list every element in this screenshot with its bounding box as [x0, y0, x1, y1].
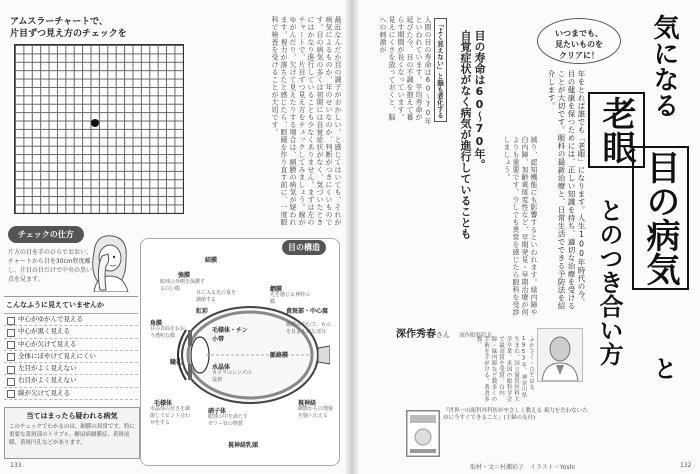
checklist-item[interactable]: 線が欠けて見える [4, 388, 138, 400]
left-body-text: 最近なんだか目の調子がおかしい、と感じてはいても、それが病気によるものか、年のせいなのか、判断がつきにくいものです。目の病気の多くは初期には自覚症状がなく、気づいたときにはかなり進行していることも少なくありません。まずは左のチャートで、片目ずつ見え方をチェックしてみましょう。線がゆがんだり、欠けて見えたりする場合は、網膜の病気が疑われます。視力が落ちたと感じたら、眼鏡を作り直す前に、一度眼科で検査を受けることが大切です。 [271, 16, 342, 226]
note-iris: 目に入る光の量を調節する [196, 290, 237, 303]
amsler-center-dot [91, 119, 99, 127]
label-conjunctiva: 結膜 [205, 257, 218, 264]
label-choroid: 脈絡膜 [270, 352, 289, 359]
note-sclera: 眼球の外側を保護する白い膜 [160, 279, 206, 292]
right-body-text: 人間の目の寿命は60〜70年といわれています。平均寿命が延びた今、目の不調を抱えて暮らす期間が長くなっています。見えにくさを放っておくと、脳への刺激が [379, 16, 432, 125]
speech-bubble: いつまでも、 見たいものを クリアに！ [537, 18, 621, 64]
doctor-photo [537, 328, 583, 382]
label-cornea: 角膜 [150, 320, 163, 327]
label-vitreous: 硝子体 [208, 408, 227, 415]
label-lens: 水晶体 [212, 364, 231, 371]
label-ciliary: 毛様体 [154, 400, 173, 407]
amsler-grid [14, 44, 184, 214]
check-method-heading: チェックの仕方 [8, 226, 84, 243]
lead-heading: 目の寿命は60〜70年。 [473, 30, 486, 170]
label-retina: 網膜 [270, 286, 283, 293]
credits: 取材・文＝村瀬彩子 イラスト＝Yoshi [470, 464, 575, 471]
left-page-number: 133 [10, 462, 22, 469]
title-part-1: 気になる [649, 14, 679, 118]
expert-bio: ふかさく・ひではる 1953年、神奈川県生まれ。国立滋賀医科大学卒業。米国の眼科学会で最高賞を受賞。白内障・緑内障など数多くの手術を手がける。著書多数。 [475, 336, 534, 402]
note-vitreous: 眼球の中を満たすゼリー状の物質 [208, 414, 249, 427]
symptom-checklist [4, 296, 138, 400]
eye-structure-title: 目の構造 [282, 240, 326, 255]
amsler-title: アムスラーチャートで、 片目ずつ見え方のチェックを [10, 17, 127, 39]
title-part-4: 目の病気 [632, 146, 689, 290]
note-cornea: 目の表面をおおう透明な膜 [150, 326, 186, 339]
checklist-item[interactable]: 右目がよく見えない [4, 375, 138, 387]
label-iris: 虹彩 [196, 308, 209, 315]
right-body-text-lower: 減り、認知機能にも影響するといわれます。緑内障や白内障、加齢黄斑変性など、早期発見・早期治療が何よりも重要です。少しでも異常を感じたら眼科を受診しましょう。 [503, 136, 538, 316]
label-zonule: 毛様体・チン小帯 [212, 327, 248, 343]
lead-subheading: 自覚症状がなく病気が進行していることも [459, 30, 472, 239]
label-pupil: 瞳孔 [170, 359, 183, 366]
label-optic-disc: 視神経乳頭 [228, 442, 259, 449]
woman-covering-eye-illustration [76, 232, 140, 292]
title-part-2: 老眼 [588, 92, 645, 168]
disease-text: このチェックでわかるのは、網膜の異常です。特に重要な黄斑部のトラブル。糖尿病網膜症、黄斑前膜、黄斑円孔などがあります。 [9, 424, 135, 446]
brain-aging-caption: 「よく見えない」と脳も老化する [434, 18, 447, 122]
suspected-disease-box [4, 407, 140, 459]
title-part-5: と [649, 356, 677, 380]
note-ciliary: 水晶体の厚さを調節してピント合わせをする [150, 406, 191, 426]
intro-text: 年をとれば誰でも「老眼」になります。人生100年時代の今、目の健康を保つためには、正しい知識を持ち、適切な治療を受けることが大切です。眼科の最新治療と、日常生活でできる予防法を紹介します。 [547, 70, 586, 310]
book-cover-image [406, 410, 440, 457]
right-page-number: 132 [680, 462, 692, 469]
note-retina: 光を感じる神経の膜 [270, 292, 311, 305]
checklist-item[interactable]: 左目がよく見えない [4, 363, 138, 375]
label-optic-nerve: 視神経 [298, 400, 317, 407]
note-macula: 網膜の中心で、ものを見る大切な部分 [286, 322, 331, 335]
checklist-title: こんなふうに見えていませんか [4, 297, 138, 314]
expert-title: 深作眼科院長 [459, 333, 493, 339]
note-lens: カメラのレンズの役割 [212, 370, 252, 383]
title-part-3: とのつき合い方 [595, 198, 623, 366]
checklist-item[interactable]: 中心が黒く見える [4, 326, 138, 338]
expert-name: 深作秀春 [396, 329, 436, 340]
label-macula: 黄斑部・中心窩 [286, 308, 329, 315]
checklist-item[interactable]: 中心が欠けて見える [4, 339, 138, 351]
expert-suffix: さん [436, 331, 450, 339]
left-page [0, 0, 345, 474]
check-instructions: 片方の目を手のひらでおおい、チャートから目を30cm程度離し、片目の目だけで中央の黒い点を見ます。 [8, 249, 93, 283]
page-gutter [345, 0, 359, 474]
note-optic-nerve: 網膜からの情報を脳へ伝える [298, 406, 334, 419]
book-caption: 『世界一の眼科外科医がやさしく教える 視力を失わないために今すぐできること』(主婦の友社) [443, 408, 588, 421]
disease-title: 当てはまったら疑われる病気 [26, 412, 118, 420]
label-sclera: 強膜 [178, 272, 191, 279]
checklist-item[interactable]: 中心がゆがんで見える [4, 314, 138, 326]
eyeball-cross-section [150, 300, 330, 410]
checklist-item[interactable]: 全体にぼやけて見えにくい [4, 351, 138, 363]
